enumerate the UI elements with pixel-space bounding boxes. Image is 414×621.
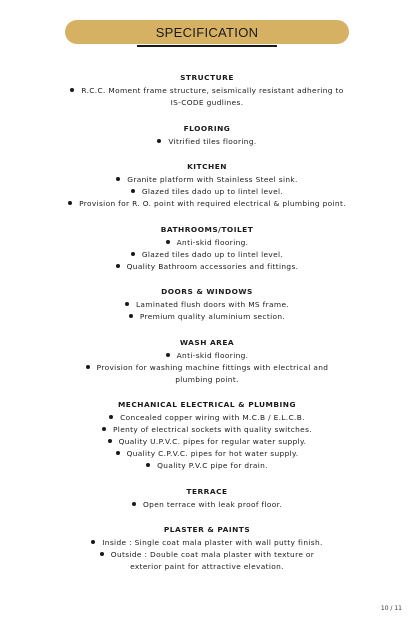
bullet-icon — [125, 302, 129, 306]
header-banner — [65, 20, 349, 44]
spec-item — [0, 85, 414, 109]
bullet-icon — [86, 365, 90, 369]
bullet-icon — [109, 415, 113, 419]
spec-item — [0, 499, 414, 511]
spec-item — [0, 424, 414, 436]
spec-section — [0, 524, 414, 573]
spec-item-text: Glazed tiles dado up to lintel level. — [141, 187, 284, 196]
spec-item — [0, 412, 414, 424]
section-title: KITCHEN — [187, 162, 227, 171]
spec-item-text: Open terrace with leak proof floor. — [143, 499, 282, 509]
bullet-icon — [146, 463, 150, 467]
bullet-icon — [131, 189, 135, 193]
spec-item-text: Quality C.P.V.C. pipes for hot water supply. — [126, 449, 299, 458]
spec-section — [0, 337, 414, 386]
spec-item — [0, 198, 414, 210]
bullet-icon — [116, 177, 120, 181]
spec-item-text: Granite platform with Stainless Steel sink. — [127, 175, 298, 184]
section-title: DOORS & WINDOWS — [161, 287, 253, 296]
page-title: SPECIFICATION — [155, 24, 259, 40]
bullet-icon — [129, 314, 133, 318]
spec-item-text: Vitrified tiles flooring. — [168, 136, 257, 146]
spec-item-text: Plenty of electrical sockets with quality switches. — [113, 425, 312, 434]
spec-item — [0, 249, 414, 261]
section-title: FLOORING — [183, 123, 231, 133]
bullet-icon — [102, 427, 106, 431]
spec-item-text: Laminated flush doors with MS frame. — [135, 300, 290, 309]
bullet-icon — [132, 502, 136, 506]
spec-section — [0, 161, 414, 210]
bullet-icon — [100, 552, 104, 556]
spec-item-text: Concealed copper wiring with M.C.B / E.L.C.B. — [120, 413, 305, 422]
spec-item-text: Quality Bathroom accessories and fittings. — [126, 261, 299, 271]
spec-item-text: plumbing point. — [175, 374, 239, 384]
spec-item — [0, 362, 414, 386]
spec-item-text: IS-CODE gudlines. — [170, 98, 244, 107]
bullet-icon — [166, 240, 170, 244]
spec-item-text: Glazed tiles dado up to lintel level. — [141, 249, 284, 259]
spec-section — [0, 486, 414, 511]
spec-item-text: Quality P.V.C pipe for drain. — [157, 461, 268, 470]
spec-item — [0, 448, 414, 460]
spec-item-text: Anti-skid flooring. — [176, 237, 249, 247]
spec-item-text: R.C.C. Moment frame structure, seismically resistant adhering to — [81, 86, 344, 95]
bullet-icon — [68, 201, 72, 205]
spec-item — [0, 174, 414, 186]
spec-item — [0, 311, 414, 323]
section-title: STRUCTURE — [180, 73, 234, 82]
bullet-icon — [166, 353, 170, 357]
spec-item — [0, 237, 414, 249]
bullet-icon — [157, 139, 161, 143]
bullet-icon — [131, 252, 135, 256]
bullet-icon — [108, 439, 112, 443]
bullet-icon — [116, 451, 120, 455]
spec-item-text: Anti-skid flooring. — [176, 350, 249, 360]
spec-item — [0, 186, 414, 198]
spec-item-text: Provision for R. O. point with required electrical & plumbing point. — [79, 199, 346, 208]
bullet-icon — [70, 88, 74, 92]
spec-item-text: Quality U.P.V.C. pipes for regular water supply. — [118, 437, 307, 446]
spec-section — [0, 224, 414, 273]
specification-list — [0, 72, 414, 587]
spec-item — [0, 537, 414, 549]
spec-item — [0, 261, 414, 273]
spec-item — [0, 299, 414, 311]
page-number: 10 / 11 — [380, 605, 402, 612]
spec-item-text: exterior paint for attractive elevation. — [130, 562, 284, 571]
spec-item — [0, 549, 414, 573]
spec-item — [0, 350, 414, 362]
spec-item — [0, 460, 414, 472]
spec-item-text: Provision for washing machine fittings with electrical and — [96, 362, 329, 372]
spec-section — [0, 286, 414, 323]
spec-item — [0, 436, 414, 448]
spec-item-text: Inside : Single coat mala plaster with wall putty finish. — [102, 538, 323, 547]
section-title: MECHANICAL ELECTRICAL & PLUMBING — [117, 400, 297, 409]
spec-section — [0, 123, 414, 148]
title-underline — [137, 45, 277, 47]
bullet-icon — [91, 540, 95, 544]
spec-item-text: Outside : Double coat mala plaster with texture or — [110, 550, 315, 559]
section-title: TERRACE — [186, 486, 228, 496]
spec-section — [0, 72, 414, 109]
spec-item-text: Premium quality aluminium section. — [139, 312, 286, 321]
spec-section — [0, 399, 414, 472]
spec-item — [0, 136, 414, 148]
bullet-icon — [116, 264, 120, 268]
section-title: BATHROOMS/TOILET — [160, 224, 254, 234]
section-title: PLASTER & PAINTS — [163, 525, 251, 534]
section-title: WASH AREA — [179, 337, 235, 347]
